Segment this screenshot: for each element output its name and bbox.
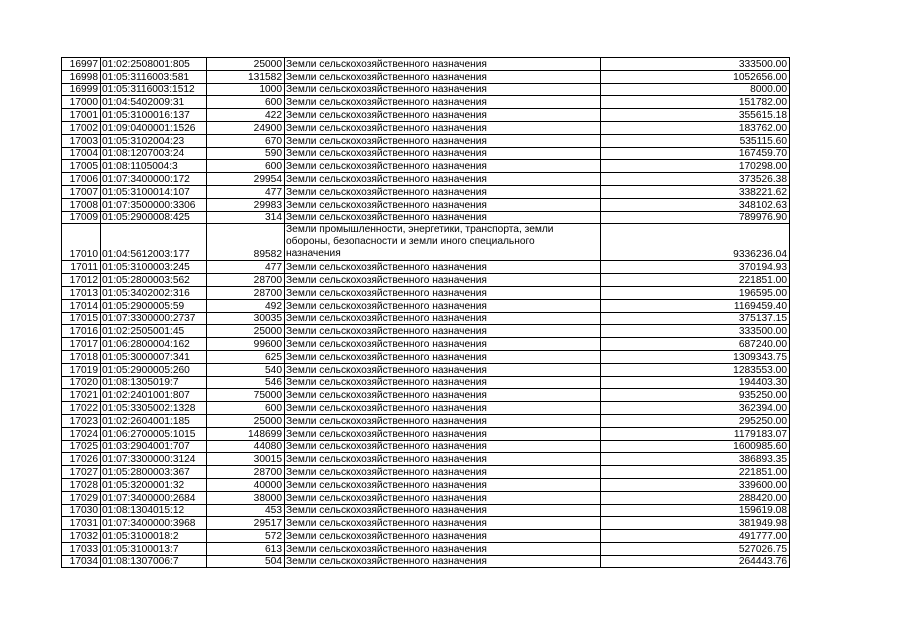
area-cell: 28700 — [207, 286, 285, 299]
land-category-cell: Земли сельскохозяйственного назначения — [285, 325, 601, 338]
cadastral-value-cell: 535115.60 — [601, 134, 790, 147]
cadastral-number-cell: 01:03:2904001:707 — [101, 440, 207, 453]
cadastral-number-cell: 01:08:1307006:7 — [101, 555, 207, 568]
cadastral-number-cell: 01:08:1305019:7 — [101, 376, 207, 389]
table-body — [62, 58, 790, 568]
cadastral-value-cell: 333500.00 — [601, 58, 790, 71]
table-row — [62, 224, 790, 261]
area-cell: 29954 — [207, 173, 285, 186]
cadastral-value-cell: 221851.00 — [601, 466, 790, 479]
land-category-cell: Земли сельскохозяйственного назначения — [285, 147, 601, 160]
table-row — [62, 478, 790, 491]
area-cell: 492 — [207, 299, 285, 312]
row-number-cell: 17031 — [62, 517, 101, 530]
area-cell: 44080 — [207, 440, 285, 453]
row-number-cell: 17002 — [62, 121, 101, 134]
table-row — [62, 325, 790, 338]
cadastral-number-cell: 01:07:3400000:3968 — [101, 517, 207, 530]
area-cell: 670 — [207, 134, 285, 147]
land-category-cell: Земли сельскохозяйственного назначения — [285, 504, 601, 517]
area-cell: 504 — [207, 555, 285, 568]
cadastral-number-cell: 01:02:2604001:185 — [101, 414, 207, 427]
cadastral-value-cell: 1169459.40 — [601, 299, 790, 312]
land-category-cell: Земли сельскохозяйственного назначения — [285, 389, 601, 402]
cadastral-number-cell: 01:05:2900005:59 — [101, 299, 207, 312]
table-row — [62, 402, 790, 415]
row-number-cell: 16999 — [62, 83, 101, 96]
cadastral-value-cell: 288420.00 — [601, 491, 790, 504]
cadastral-value-cell: 687240.00 — [601, 338, 790, 351]
cadastral-number-cell: 01:05:3100018:2 — [101, 530, 207, 543]
cadastral-value-cell: 348102.63 — [601, 198, 790, 211]
cadastral-value-cell: 8000.00 — [601, 83, 790, 96]
table-row — [62, 414, 790, 427]
table-row — [62, 198, 790, 211]
area-cell: 99600 — [207, 338, 285, 351]
row-number-cell: 17011 — [62, 261, 101, 274]
row-number-cell: 17009 — [62, 211, 101, 224]
cadastral-number-cell: 01:02:2401001:807 — [101, 389, 207, 402]
cadastral-number-cell: 01:05:3116003:1512 — [101, 83, 207, 96]
row-number-cell: 17021 — [62, 389, 101, 402]
table-row — [62, 491, 790, 504]
land-category-cell: Земли сельскохозяйственного назначения — [285, 211, 601, 224]
row-number-cell: 17015 — [62, 312, 101, 325]
table-row — [62, 338, 790, 351]
table-row — [62, 517, 790, 530]
cadastral-number-cell: 01:07:3300000:2737 — [101, 312, 207, 325]
row-number-cell: 17006 — [62, 173, 101, 186]
row-number-cell: 16998 — [62, 70, 101, 83]
table-row — [62, 70, 790, 83]
cadastral-number-cell: 01:08:1207003:24 — [101, 147, 207, 160]
land-category-cell: Земли сельскохозяйственного назначения — [285, 58, 601, 71]
area-cell: 613 — [207, 542, 285, 555]
land-category-cell: Земли сельскохозяйственного назначения — [285, 440, 601, 453]
area-cell: 28700 — [207, 466, 285, 479]
cadastral-value-cell: 935250.00 — [601, 389, 790, 402]
area-cell: 29517 — [207, 517, 285, 530]
land-category-cell: Земли сельскохозяйственного назначения — [285, 286, 601, 299]
cadastral-value-cell: 196595.00 — [601, 286, 790, 299]
cadastral-number-cell: 01:08:1304015:12 — [101, 504, 207, 517]
area-cell: 40000 — [207, 478, 285, 491]
table-row — [62, 173, 790, 186]
cadastral-value-cell: 373526.38 — [601, 173, 790, 186]
area-cell: 600 — [207, 160, 285, 173]
land-category-cell: Земли сельскохозяйственного назначения — [285, 83, 601, 96]
row-number-cell: 17001 — [62, 109, 101, 122]
table-row — [62, 160, 790, 173]
land-category-cell: Земли сельскохозяйственного назначения — [285, 121, 601, 134]
land-category-cell: Земли сельскохозяйственного назначения — [285, 555, 601, 568]
cadastral-value-cell: 194403.30 — [601, 376, 790, 389]
land-category-cell: Земли сельскохозяйственного назначения — [285, 312, 601, 325]
row-number-cell: 17008 — [62, 198, 101, 211]
area-cell: 24900 — [207, 121, 285, 134]
area-cell: 38000 — [207, 491, 285, 504]
land-category-cell: Земли сельскохозяйственного назначения — [285, 542, 601, 555]
cadastral-value-cell: 1283553.00 — [601, 363, 790, 376]
table-row — [62, 147, 790, 160]
cadastral-number-cell: 01:08:1105004:3 — [101, 160, 207, 173]
table-row — [62, 530, 790, 543]
cadastral-value-cell: 338221.62 — [601, 185, 790, 198]
row-number-cell: 17018 — [62, 350, 101, 363]
cadastral-number-cell: 01:05:3100014:107 — [101, 185, 207, 198]
area-cell: 540 — [207, 363, 285, 376]
land-category-cell: Земли сельскохозяйственного назначения — [285, 134, 601, 147]
cadastral-value-cell: 221851.00 — [601, 274, 790, 287]
land-category-cell: Земли сельскохозяйственного назначения — [285, 109, 601, 122]
land-registry-table — [61, 57, 790, 568]
row-number-cell: 17016 — [62, 325, 101, 338]
table-row — [62, 109, 790, 122]
row-number-cell: 17012 — [62, 274, 101, 287]
table-row — [62, 261, 790, 274]
cadastral-number-cell: 01:05:3000007:341 — [101, 350, 207, 363]
area-cell: 477 — [207, 261, 285, 274]
land-category-cell: Земли сельскохозяйственного назначения — [285, 402, 601, 415]
row-number-cell: 17005 — [62, 160, 101, 173]
cadastral-value-cell: 295250.00 — [601, 414, 790, 427]
row-number-cell: 16997 — [62, 58, 101, 71]
table-row — [62, 134, 790, 147]
table-row — [62, 453, 790, 466]
cadastral-number-cell: 01:05:2900005:260 — [101, 363, 207, 376]
land-category-cell: Земли сельскохозяйственного назначения — [285, 299, 601, 312]
area-cell: 30035 — [207, 312, 285, 325]
cadastral-value-cell: 9336236.04 — [601, 224, 790, 261]
table-row — [62, 376, 790, 389]
land-category-cell: Земли сельскохозяйственного назначения — [285, 70, 601, 83]
land-category-cell: Земли сельскохозяйственного назначения — [285, 478, 601, 491]
area-cell: 75000 — [207, 389, 285, 402]
land-category-cell: Земли сельскохозяйственного назначения — [285, 338, 601, 351]
cadastral-number-cell: 01:04:5402009:31 — [101, 96, 207, 109]
row-number-cell: 17029 — [62, 491, 101, 504]
land-category-cell: Земли сельскохозяйственного назначения — [285, 517, 601, 530]
cadastral-value-cell: 333500.00 — [601, 325, 790, 338]
table-row — [62, 312, 790, 325]
cadastral-value-cell: 264443.76 — [601, 555, 790, 568]
row-number-cell: 17034 — [62, 555, 101, 568]
area-cell: 314 — [207, 211, 285, 224]
cadastral-number-cell: 01:05:3200001:32 — [101, 478, 207, 491]
cadastral-number-cell: 01:07:3400000:172 — [101, 173, 207, 186]
cadastral-number-cell: 01:05:2800003:367 — [101, 466, 207, 479]
land-category-cell: Земли сельскохозяйственного назначения — [285, 274, 601, 287]
table-row — [62, 350, 790, 363]
cadastral-value-cell: 167459.70 — [601, 147, 790, 160]
cadastral-value-cell: 491777.00 — [601, 530, 790, 543]
land-category-cell: Земли сельскохозяйственного назначения — [285, 427, 601, 440]
row-number-cell: 17014 — [62, 299, 101, 312]
table-row — [62, 504, 790, 517]
row-number-cell: 17026 — [62, 453, 101, 466]
row-number-cell: 17003 — [62, 134, 101, 147]
area-cell: 28700 — [207, 274, 285, 287]
row-number-cell: 17025 — [62, 440, 101, 453]
land-category-cell: Земли сельскохозяйственного назначения — [285, 185, 601, 198]
area-cell: 422 — [207, 109, 285, 122]
land-category-cell: Земли сельскохозяйственного назначения — [285, 198, 601, 211]
table-row — [62, 555, 790, 568]
cadastral-number-cell: 01:05:3100013:7 — [101, 542, 207, 555]
cadastral-value-cell: 339600.00 — [601, 478, 790, 491]
table-row — [62, 466, 790, 479]
cadastral-value-cell: 1052656.00 — [601, 70, 790, 83]
cadastral-number-cell: 01:02:2508001:805 — [101, 58, 207, 71]
area-cell: 453 — [207, 504, 285, 517]
land-category-cell: Земли сельскохозяйственного назначения — [285, 261, 601, 274]
cadastral-number-cell: 01:07:3300000:3124 — [101, 453, 207, 466]
cadastral-number-cell: 01:05:3102004:23 — [101, 134, 207, 147]
cadastral-value-cell: 789976.90 — [601, 211, 790, 224]
cadastral-number-cell: 01:07:3500000:3306 — [101, 198, 207, 211]
row-number-cell: 17023 — [62, 414, 101, 427]
row-number-cell: 17000 — [62, 96, 101, 109]
cadastral-value-cell: 151782.00 — [601, 96, 790, 109]
table-row — [62, 286, 790, 299]
cadastral-value-cell: 362394.00 — [601, 402, 790, 415]
cadastral-number-cell: 01:06:2800004:162 — [101, 338, 207, 351]
cadastral-number-cell: 01:05:3100016:137 — [101, 109, 207, 122]
cadastral-value-cell: 1179183.07 — [601, 427, 790, 440]
cadastral-number-cell: 01:02:2505001:45 — [101, 325, 207, 338]
row-number-cell: 17032 — [62, 530, 101, 543]
area-cell: 1000 — [207, 83, 285, 96]
land-category-cell: Земли сельскохозяйственного назначения — [285, 453, 601, 466]
area-cell: 600 — [207, 96, 285, 109]
land-category-cell: Земли промышленности, энергетики, транспорта, земли обороны, безопасности и земли иного специального назначения — [285, 224, 601, 261]
land-category-cell: Земли сельскохозяйственного назначения — [285, 173, 601, 186]
row-number-cell: 17020 — [62, 376, 101, 389]
table-row — [62, 121, 790, 134]
cadastral-value-cell: 355615.18 — [601, 109, 790, 122]
area-cell: 29983 — [207, 198, 285, 211]
land-category-cell: Земли сельскохозяйственного назначения — [285, 414, 601, 427]
row-number-cell: 17024 — [62, 427, 101, 440]
cadastral-number-cell: 01:05:2900008:425 — [101, 211, 207, 224]
land-category-cell: Земли сельскохозяйственного назначения — [285, 491, 601, 504]
cadastral-value-cell: 1309343.75 — [601, 350, 790, 363]
table-row — [62, 96, 790, 109]
area-cell: 30015 — [207, 453, 285, 466]
cadastral-value-cell: 386893.35 — [601, 453, 790, 466]
land-category-cell: Земли сельскохозяйственного назначения — [285, 363, 601, 376]
table-row — [62, 299, 790, 312]
table-row — [62, 274, 790, 287]
cadastral-number-cell: 01:05:2800003:562 — [101, 274, 207, 287]
row-number-cell: 17004 — [62, 147, 101, 160]
land-category-cell: Земли сельскохозяйственного назначения — [285, 350, 601, 363]
area-cell: 25000 — [207, 414, 285, 427]
land-category-cell: Земли сельскохозяйственного назначения — [285, 530, 601, 543]
table-row — [62, 83, 790, 96]
table-row — [62, 389, 790, 402]
cadastral-value-cell: 170298.00 — [601, 160, 790, 173]
area-cell: 25000 — [207, 58, 285, 71]
cadastral-number-cell: 01:06:2700005:1015 — [101, 427, 207, 440]
row-number-cell: 17017 — [62, 338, 101, 351]
cadastral-value-cell: 381949.98 — [601, 517, 790, 530]
table-row — [62, 427, 790, 440]
area-cell: 25000 — [207, 325, 285, 338]
cadastral-number-cell: 01:04:5612003:177 — [101, 224, 207, 261]
cadastral-number-cell: 01:05:3402002:316 — [101, 286, 207, 299]
cadastral-value-cell: 527026.75 — [601, 542, 790, 555]
row-number-cell: 17007 — [62, 185, 101, 198]
row-number-cell: 17010 — [62, 224, 101, 261]
table-row — [62, 440, 790, 453]
cadastral-value-cell: 183762.00 — [601, 121, 790, 134]
area-cell: 477 — [207, 185, 285, 198]
cadastral-value-cell: 159619.08 — [601, 504, 790, 517]
land-category-cell: Земли сельскохозяйственного назначения — [285, 376, 601, 389]
land-category-cell: Земли сельскохозяйственного назначения — [285, 160, 601, 173]
row-number-cell: 17019 — [62, 363, 101, 376]
cadastral-number-cell: 01:05:3305002:1328 — [101, 402, 207, 415]
cadastral-number-cell: 01:05:3116003:581 — [101, 70, 207, 83]
row-number-cell: 17022 — [62, 402, 101, 415]
row-number-cell: 17033 — [62, 542, 101, 555]
area-cell: 590 — [207, 147, 285, 160]
area-cell: 572 — [207, 530, 285, 543]
table-row — [62, 363, 790, 376]
area-cell: 148699 — [207, 427, 285, 440]
cadastral-value-cell: 370194.93 — [601, 261, 790, 274]
cadastral-value-cell: 375137.15 — [601, 312, 790, 325]
row-number-cell: 17027 — [62, 466, 101, 479]
area-cell: 546 — [207, 376, 285, 389]
table-row — [62, 185, 790, 198]
cadastral-number-cell: 01:07:3400000:2684 — [101, 491, 207, 504]
cadastral-value-cell: 1600985.60 — [601, 440, 790, 453]
table-row — [62, 211, 790, 224]
table-row — [62, 542, 790, 555]
land-category-cell: Земли сельскохозяйственного назначения — [285, 466, 601, 479]
area-cell: 600 — [207, 402, 285, 415]
cadastral-number-cell: 01:05:3100003:245 — [101, 261, 207, 274]
row-number-cell: 17013 — [62, 286, 101, 299]
area-cell: 625 — [207, 350, 285, 363]
table-row — [62, 58, 790, 71]
land-category-cell: Земли сельскохозяйственного назначения — [285, 96, 601, 109]
area-cell: 89582 — [207, 224, 285, 261]
row-number-cell: 17030 — [62, 504, 101, 517]
cadastral-number-cell: 01:09:0400001:1526 — [101, 121, 207, 134]
row-number-cell: 17028 — [62, 478, 101, 491]
area-cell: 131582 — [207, 70, 285, 83]
